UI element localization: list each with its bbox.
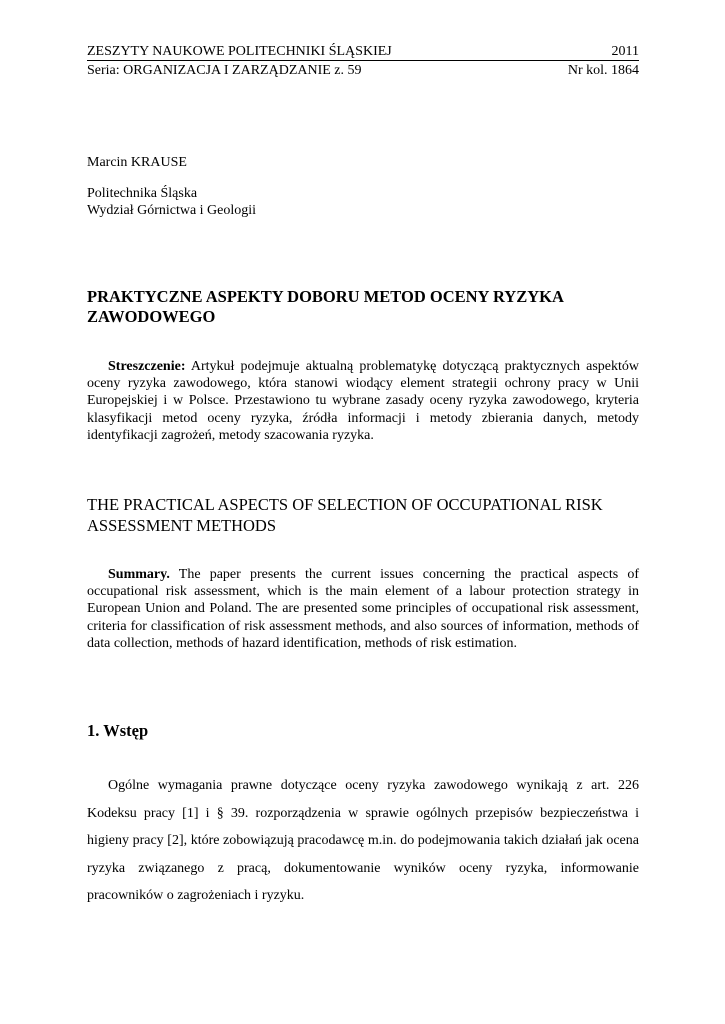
running-header-top bbox=[87, 43, 639, 60]
affiliation-university: Politechnika Śląska bbox=[87, 186, 198, 201]
abstract-polish bbox=[87, 358, 639, 444]
author-affiliation bbox=[87, 185, 256, 219]
section-paragraph: Ogólne wymagania prawne dotyczące oceny ryzyka zawodowego wynikają z art. 226 Kodeksu pracy [1] i § 39. rozporządzenia w sprawie ogólnych przepisów bezpieczeństwa i higieny pracy [2], które zobowiązują pracodawcę m.in. do podejmowania takich działań jak ocena ryzyka związanego z pracą, dokumentowanie wyników oceny ryzyka, informowanie pracowników o zagrożeniach i ryzyku. bbox=[87, 778, 639, 903]
abstract-english-label: Summary. bbox=[108, 567, 170, 582]
author-name: Marcin KRAUSE bbox=[87, 155, 187, 170]
abstract-english bbox=[87, 566, 639, 652]
abstract-polish-text: Artykuł podejmuje aktualną problematykę dotyczącą praktycznych aspektów oceny ryzyka zawodowego, która stanowi wiodący element strategii ochrony pracy w Unii Europejskiej i w Polsce. Przestawiono tu wybrane zasady oceny ryzyka zawodowego, kryteria klasyfikacji metod oceny ryzyka, źródła informacji i metody zbierania danych, metody identyfikacji zagrożeń, metody szacowania ryzyka. bbox=[87, 359, 639, 443]
affiliation-faculty: Wydział Górnictwa i Geologii bbox=[87, 203, 257, 218]
running-header-bottom bbox=[87, 62, 639, 79]
journal-name: ZESZYTY NAUKOWE POLITECHNIKI ŚLĄSKIEJ bbox=[87, 44, 392, 59]
journal-year: 2011 bbox=[611, 44, 639, 59]
paper-title-english: THE PRACTICAL ASPECTS OF SELECTION OF OCCUPATIONAL RISK ASSESSMENT METHODS bbox=[87, 495, 603, 535]
abstract-polish-label: Streszczenie: bbox=[108, 359, 186, 374]
abstract-english-text: The paper presents the current issues concerning the practical aspects of occupational risk assessment, which is the main element of a labour protection strategy in European Union and Poland. The are presented some principles of occupational risk assessment, criteria for classification of risk assessment methods, and also sources of information, methods of data collection, methods of hazard identification, methods of risk estimation. bbox=[87, 567, 639, 651]
journal-series: Seria: ORGANIZACJA I ZARZĄDZANIE z. 59 bbox=[87, 63, 362, 78]
journal-issue: Nr kol. 1864 bbox=[567, 63, 639, 78]
section-heading: 1. Wstęp bbox=[87, 721, 149, 740]
header-rule bbox=[87, 60, 639, 61]
paper-title-polish: PRAKTYCZNE ASPEKTY DOBORU METOD OCENY RYZYKA ZAWODOWEGO bbox=[87, 287, 563, 326]
